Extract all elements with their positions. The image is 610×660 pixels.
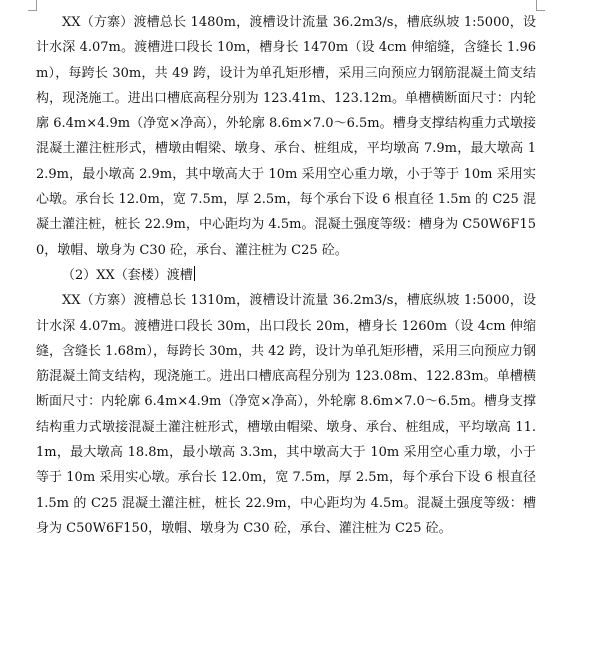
document-body[interactable] [36,10,536,541]
text-cursor [194,266,195,281]
page-corner-mark-right [536,0,545,11]
paragraph-taolou-aqueduct: XX（方寨）渡槽总长 1310m，渡槽设计流量 36.2m3/s，槽底纵坡 1:5000，设计水深 4.07m。渡槽进口段长 30m，出口段长 20m，槽身长 1260m（设 4cm 伸缩缝，含缝长 1.68m），每跨长 30m，共 42 跨，设计为单孔矩形槽，采用三向预应力钢筋混凝土简支结构，现浇施工。进出口槽底高程分别为 123.08m、122.83m。单槽横断面尺寸：内轮廓 6.4m×4.9m（净宽×净高），外轮廓 8.6m×7.0～6.5m。槽身支撑结构重力式墩接混凝土灌注桩形式，槽墩由帽梁、墩身、承台、桩组成，平均墩高 11.1m，最大墩高 18.8m，最小墩高 3.3m，其中墩高大于 10m 采用空心重力墩，小于等于 10m 采用实心墩。承台长 12.0m，宽 7.5m，厚 2.5m，每个承台下设 6 根直径 1.5m 的 C25 混凝土灌注桩，桩长 22.9m，中心距均为 4.5m。混凝土强度等级：槽身为 C50W6F150，墩帽、墩身为 C30 砼，承台、灌注桩为 C25 砼。 [36,293,536,536]
section-heading-taolou-aqueduct [36,263,536,288]
paragraph-fangzhai-aqueduct: XX（方寨）渡槽总长 1480m，渡槽设计流量 36.2m3/s，槽底纵坡 1:5000，设计水深 4.07m。渡槽进口段长 10m，槽身长 1470m（设 4cm 伸缩缝，含缝长 1.96m），每跨长 30m，共 49 跨，设计为单孔矩形槽，采用三向预应力钢筋混凝土简支结构，现浇施工。进出口槽底高程分别为 123.41m、123.12m。单槽横断面尺寸：内轮廓 6.4m×4.9m（净宽×净高），外轮廓 8.6m×7.0～6.5m。槽身支撑结构重力式墩接混凝土灌注桩形式，槽墩由帽梁、墩身、承台、桩组成，平均墩高 7.9m，最大墩高 12.9m，最小墩高 2.9m，其中墩高大于 10m 采用空心重力墩，小于等于 10m 采用实心墩。承台长 12.0m，宽 7.5m，厚 2.5m，每个承台下设 6 根直径 1.5m 的 C25 混凝土灌注桩，桩长 22.9m，中心距均为 4.5m。混凝土强度等级：槽身为 C50W6F150，墩帽、墩身为 C30 砼，承台、灌注桩为 C25 砼。 [36,15,536,258]
section-heading-text: （2）XX（套楼）渡槽 [62,267,193,283]
